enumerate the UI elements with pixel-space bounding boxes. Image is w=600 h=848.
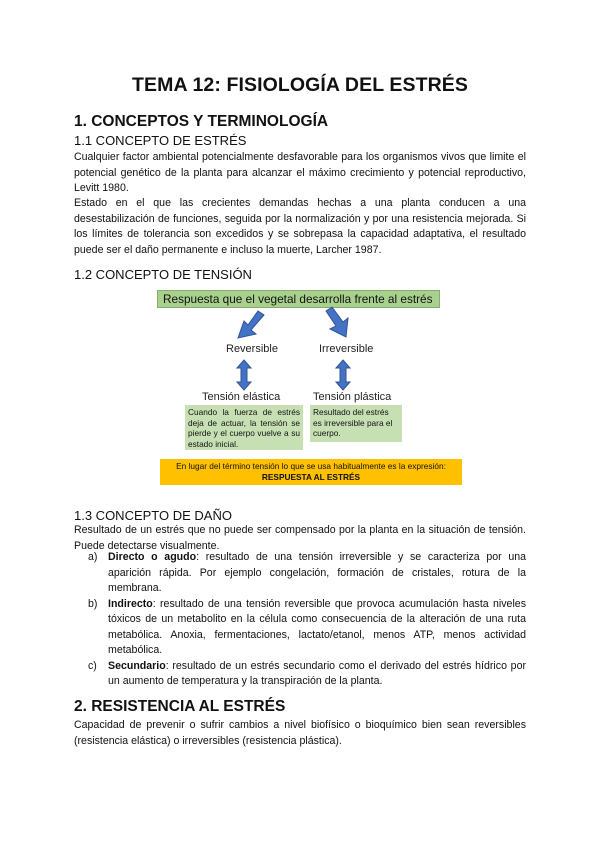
list-item — [74, 597, 526, 659]
list-item-text: : resultado de un estrés secundario como el derivado del estrés hídrico por un aumento de temperatura y la transpiración de la planta. — [108, 659, 526, 687]
elastica-description-box: Cuando la fuerza de estrés deja de actuar, la tensión se pierde y el cuerpo vuelve a su estado inicial. — [185, 405, 303, 450]
reversible-label: Reversible — [226, 343, 278, 355]
section-1-3-paragraph: Resultado de un estrés que no puede ser compensado por la planta en la situación de tensión. Puede detectarse visualmente. — [74, 524, 526, 552]
double-arrow-vertical-icon — [336, 360, 350, 390]
plastica-description-box: Resultado del estrés es irreversible para el cuerpo. — [310, 405, 402, 442]
list-item-text: : resultado de una tensión reversible que provoca acumulación hasta niveles tóxicos de un metabolito en la célula como consecuencia de la alteración de una ruta metabólica. Anoxia, fermentaciones, lactato/etanol, menos ATP, menos actividad metabólica. — [108, 597, 526, 656]
list-item-label: b) — [88, 597, 98, 610]
section-1-heading: 1. CONCEPTOS Y TERMINOLOGÍA — [74, 113, 329, 130]
section-1-1-heading: 1.1 CONCEPTO DE ESTRÉS — [74, 133, 247, 148]
section-1-1-paragraph-2: Estado en el que las crecientes demandas hechas a una planta conducen a una desestabilización de funciones, seguida por la normalización y por una resistencia mejorada. Si los límites de tolerancia son excedidos y se sobrepasa la capacidad adaptativa, el resultado puede ser el daño permanente e incluso la muerte, Larcher 1987. — [74, 197, 526, 256]
note-box — [160, 459, 462, 485]
double-arrow-vertical-icon — [237, 360, 251, 390]
irreversible-label: Irreversible — [319, 343, 374, 355]
list-item — [74, 659, 526, 690]
arrow-down-right-icon — [326, 307, 348, 337]
diagram-top-box: Respuesta que el vegetal desarrolla frente al estrés — [157, 290, 440, 308]
section-1-1-paragraph-1: Cualquier factor ambiental potencialmente desfavorable para los organismos vivos que limite el potencial genético de la planta para alcanzar el máximo crecimiento y potencial reproductivo, Levitt 1980. — [74, 151, 526, 194]
tension-plastica-label: Tensión plástica — [313, 391, 392, 403]
damage-types-list — [74, 550, 526, 690]
section-2-paragraph: Capacidad de prevenir o sufrir cambios a nivel biofísico o bioquímico bien sean reversibles (resistencia elástica) o irreversibles (resistencia plástica). — [74, 719, 526, 747]
section-1-2-heading: 1.2 CONCEPTO DE TENSIÓN — [74, 267, 252, 282]
section-2-heading: 2. RESISTENCIA AL ESTRÉS — [74, 698, 286, 715]
list-item-term: Indirecto — [108, 597, 153, 610]
arrow-down-left-icon — [238, 311, 264, 338]
tension-elastica-label: Tensión elástica — [202, 391, 281, 403]
list-item-text: : resultado de una tensión irreversible y se caracteriza por una aparición rápida. Por ejemplo congelación, formación de cristales, rotura de la membrana. — [108, 551, 526, 594]
list-item-label: c) — [88, 659, 97, 672]
list-item-term: Secundario — [108, 659, 166, 672]
list-item-label: a) — [88, 551, 98, 563]
note-line-2: RESPUESTA AL ESTRÉS — [261, 472, 361, 482]
page-title: TEMA 12: FISIOLOGÍA DEL ESTRÉS — [132, 74, 468, 96]
note-line-1: En lugar del término tensión lo que se usa habitualmente es la expresión: — [176, 461, 446, 471]
section-1-3-heading: 1.3 CONCEPTO DE DAÑO — [74, 508, 232, 523]
list-item-term: Directo o agudo — [108, 551, 197, 563]
list-item — [74, 550, 526, 597]
